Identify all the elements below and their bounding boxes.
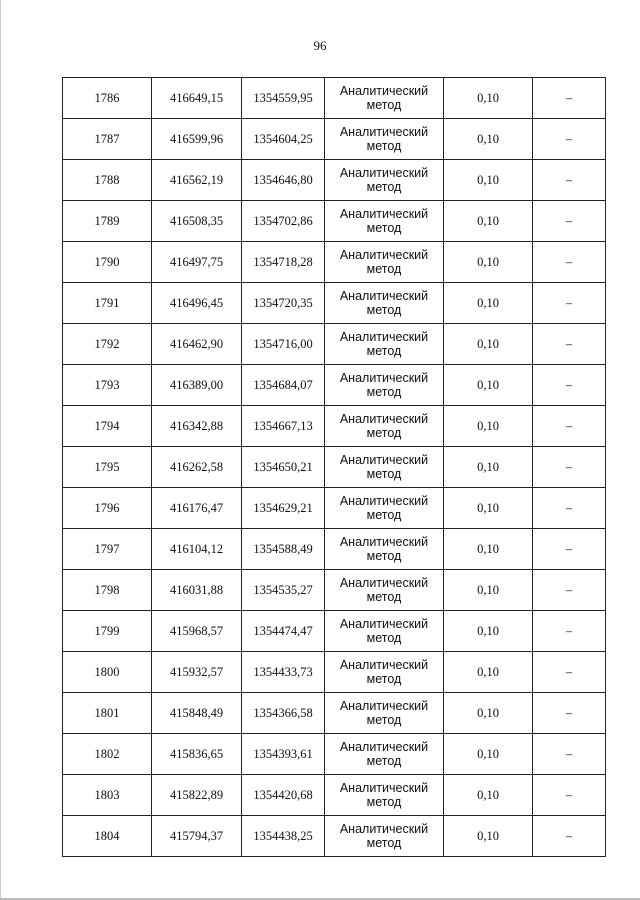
- y-coordinate-cell: 1354702,86: [242, 201, 325, 242]
- note-cell: –: [533, 447, 606, 488]
- accuracy-cell: 0,10: [444, 775, 533, 816]
- method-line2: метод: [366, 303, 402, 317]
- method-line1: Аналитический: [339, 822, 429, 836]
- table-row: [63, 406, 606, 447]
- x-coordinate-cell: 416176,47: [152, 488, 242, 529]
- y-coordinate-cell: 1354646,80: [242, 160, 325, 201]
- method-cell: [325, 283, 444, 324]
- point-number-cell: 1802: [63, 734, 152, 775]
- table-row: [63, 365, 606, 406]
- table-row: [63, 447, 606, 488]
- table-row: [63, 324, 606, 365]
- x-coordinate-cell: 415836,65: [152, 734, 242, 775]
- method-line1: Аналитический: [339, 125, 429, 139]
- method-line1: Аналитический: [339, 699, 429, 713]
- method-line1: Аналитический: [339, 330, 429, 344]
- method-cell: [325, 201, 444, 242]
- accuracy-cell: 0,10: [444, 816, 533, 857]
- method-cell: [325, 447, 444, 488]
- note-cell: –: [533, 693, 606, 734]
- table-row: [63, 201, 606, 242]
- method-cell: [325, 693, 444, 734]
- accuracy-cell: 0,10: [444, 160, 533, 201]
- table-row: [63, 652, 606, 693]
- note-cell: –: [533, 611, 606, 652]
- point-number-cell: 1792: [63, 324, 152, 365]
- table-row: [63, 734, 606, 775]
- scan-edge-left: [0, 0, 1, 900]
- method-line2: метод: [366, 221, 402, 235]
- table-row: [63, 693, 606, 734]
- table-row: [63, 283, 606, 324]
- x-coordinate-cell: 416031,88: [152, 570, 242, 611]
- point-number-cell: 1786: [63, 78, 152, 119]
- table-row: [63, 611, 606, 652]
- note-cell: –: [533, 160, 606, 201]
- note-cell: –: [533, 201, 606, 242]
- table-body: [63, 78, 606, 857]
- point-number-cell: 1789: [63, 201, 152, 242]
- y-coordinate-cell: 1354720,35: [242, 283, 325, 324]
- accuracy-cell: 0,10: [444, 488, 533, 529]
- method-line2: метод: [366, 262, 402, 276]
- method-line1: Аналитический: [339, 289, 429, 303]
- method-line1: Аналитический: [339, 84, 429, 98]
- point-number-cell: 1791: [63, 283, 152, 324]
- method-line2: метод: [366, 631, 402, 645]
- point-number-cell: 1796: [63, 488, 152, 529]
- method-line2: метод: [366, 672, 402, 686]
- note-cell: –: [533, 119, 606, 160]
- point-number-cell: 1798: [63, 570, 152, 611]
- method-line1: Аналитический: [339, 371, 429, 385]
- accuracy-cell: 0,10: [444, 119, 533, 160]
- y-coordinate-cell: 1354420,68: [242, 775, 325, 816]
- method-line2: метод: [366, 754, 402, 768]
- table-row: [63, 242, 606, 283]
- method-line2: метод: [366, 385, 402, 399]
- accuracy-cell: 0,10: [444, 78, 533, 119]
- method-line2: метод: [366, 467, 402, 481]
- accuracy-cell: 0,10: [444, 652, 533, 693]
- accuracy-cell: 0,10: [444, 693, 533, 734]
- accuracy-cell: 0,10: [444, 365, 533, 406]
- method-line2: метод: [366, 713, 402, 727]
- x-coordinate-cell: 415794,37: [152, 816, 242, 857]
- x-coordinate-cell: 416562,19: [152, 160, 242, 201]
- point-number-cell: 1787: [63, 119, 152, 160]
- accuracy-cell: 0,10: [444, 406, 533, 447]
- note-cell: –: [533, 488, 606, 529]
- method-line2: метод: [366, 344, 402, 358]
- coordinates-table: [62, 77, 606, 857]
- x-coordinate-cell: 415932,57: [152, 652, 242, 693]
- table-row: [63, 570, 606, 611]
- y-coordinate-cell: 1354650,21: [242, 447, 325, 488]
- y-coordinate-cell: 1354559,95: [242, 78, 325, 119]
- note-cell: –: [533, 324, 606, 365]
- point-number-cell: 1793: [63, 365, 152, 406]
- method-cell: [325, 611, 444, 652]
- method-line1: Аналитический: [339, 494, 429, 508]
- x-coordinate-cell: 416649,15: [152, 78, 242, 119]
- method-cell: [325, 78, 444, 119]
- table-row: [63, 816, 606, 857]
- y-coordinate-cell: 1354433,73: [242, 652, 325, 693]
- y-coordinate-cell: 1354604,25: [242, 119, 325, 160]
- accuracy-cell: 0,10: [444, 529, 533, 570]
- note-cell: –: [533, 406, 606, 447]
- method-line2: метод: [366, 795, 402, 809]
- note-cell: –: [533, 816, 606, 857]
- accuracy-cell: 0,10: [444, 611, 533, 652]
- method-line2: метод: [366, 508, 402, 522]
- method-cell: [325, 160, 444, 201]
- point-number-cell: 1803: [63, 775, 152, 816]
- method-line1: Аналитический: [339, 781, 429, 795]
- table-row: [63, 78, 606, 119]
- method-cell: [325, 324, 444, 365]
- x-coordinate-cell: 415968,57: [152, 611, 242, 652]
- table-row: [63, 529, 606, 570]
- method-line1: Аналитический: [339, 207, 429, 221]
- x-coordinate-cell: 416496,45: [152, 283, 242, 324]
- point-number-cell: 1788: [63, 160, 152, 201]
- y-coordinate-cell: 1354393,61: [242, 734, 325, 775]
- point-number-cell: 1790: [63, 242, 152, 283]
- point-number-cell: 1794: [63, 406, 152, 447]
- x-coordinate-cell: 416508,35: [152, 201, 242, 242]
- method-cell: [325, 816, 444, 857]
- x-coordinate-cell: 416342,88: [152, 406, 242, 447]
- note-cell: –: [533, 242, 606, 283]
- accuracy-cell: 0,10: [444, 570, 533, 611]
- y-coordinate-cell: 1354667,13: [242, 406, 325, 447]
- table-row: [63, 160, 606, 201]
- method-cell: [325, 652, 444, 693]
- note-cell: –: [533, 652, 606, 693]
- y-coordinate-cell: 1354438,25: [242, 816, 325, 857]
- y-coordinate-cell: 1354535,27: [242, 570, 325, 611]
- accuracy-cell: 0,10: [444, 447, 533, 488]
- accuracy-cell: 0,10: [444, 734, 533, 775]
- method-line1: Аналитический: [339, 576, 429, 590]
- method-cell: [325, 734, 444, 775]
- method-line2: метод: [366, 139, 402, 153]
- method-cell: [325, 365, 444, 406]
- y-coordinate-cell: 1354684,07: [242, 365, 325, 406]
- method-line1: Аналитический: [339, 535, 429, 549]
- method-line2: метод: [366, 98, 402, 112]
- method-line1: Аналитический: [339, 740, 429, 754]
- method-cell: [325, 529, 444, 570]
- method-line2: метод: [366, 836, 402, 850]
- x-coordinate-cell: 416104,12: [152, 529, 242, 570]
- x-coordinate-cell: 416262,58: [152, 447, 242, 488]
- point-number-cell: 1799: [63, 611, 152, 652]
- table-row: [63, 488, 606, 529]
- page-number: 96: [313, 38, 327, 53]
- point-number-cell: 1797: [63, 529, 152, 570]
- point-number-cell: 1801: [63, 693, 152, 734]
- note-cell: –: [533, 283, 606, 324]
- y-coordinate-cell: 1354629,21: [242, 488, 325, 529]
- note-cell: –: [533, 78, 606, 119]
- table-row: [63, 119, 606, 160]
- note-cell: –: [533, 529, 606, 570]
- accuracy-cell: 0,10: [444, 324, 533, 365]
- accuracy-cell: 0,10: [444, 242, 533, 283]
- method-line2: метод: [366, 590, 402, 604]
- method-line1: Аналитический: [339, 453, 429, 467]
- method-cell: [325, 488, 444, 529]
- method-line2: метод: [366, 426, 402, 440]
- method-cell: [325, 775, 444, 816]
- accuracy-cell: 0,10: [444, 201, 533, 242]
- x-coordinate-cell: 416599,96: [152, 119, 242, 160]
- method-cell: [325, 570, 444, 611]
- method-line1: Аналитический: [339, 412, 429, 426]
- method-cell: [325, 119, 444, 160]
- method-line2: метод: [366, 180, 402, 194]
- x-coordinate-cell: 416389,00: [152, 365, 242, 406]
- y-coordinate-cell: 1354716,00: [242, 324, 325, 365]
- point-number-cell: 1795: [63, 447, 152, 488]
- note-cell: –: [533, 775, 606, 816]
- y-coordinate-cell: 1354718,28: [242, 242, 325, 283]
- method-cell: [325, 242, 444, 283]
- y-coordinate-cell: 1354366,58: [242, 693, 325, 734]
- x-coordinate-cell: 415822,89: [152, 775, 242, 816]
- table-row: [63, 775, 606, 816]
- method-line1: Аналитический: [339, 166, 429, 180]
- note-cell: –: [533, 734, 606, 775]
- method-line2: метод: [366, 549, 402, 563]
- point-number-cell: 1804: [63, 816, 152, 857]
- y-coordinate-cell: 1354474,47: [242, 611, 325, 652]
- x-coordinate-cell: 416462,90: [152, 324, 242, 365]
- y-coordinate-cell: 1354588,49: [242, 529, 325, 570]
- method-line1: Аналитический: [339, 658, 429, 672]
- method-line1: Аналитический: [339, 248, 429, 262]
- accuracy-cell: 0,10: [444, 283, 533, 324]
- note-cell: –: [533, 570, 606, 611]
- method-cell: [325, 406, 444, 447]
- point-number-cell: 1800: [63, 652, 152, 693]
- x-coordinate-cell: 416497,75: [152, 242, 242, 283]
- method-line1: Аналитический: [339, 617, 429, 631]
- note-cell: –: [533, 365, 606, 406]
- x-coordinate-cell: 415848,49: [152, 693, 242, 734]
